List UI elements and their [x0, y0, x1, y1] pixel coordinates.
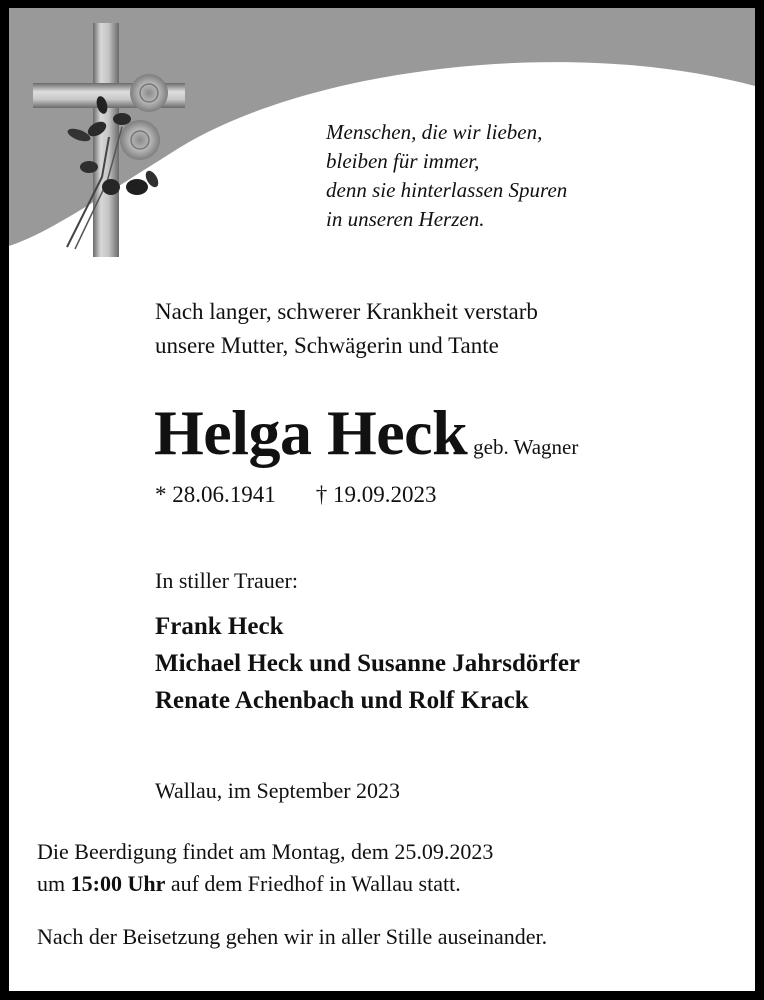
memorial-poem: [326, 118, 567, 234]
poem-line: Menschen, die wir lieben,: [326, 120, 543, 144]
deceased-heading: [154, 396, 578, 470]
funeral-prefix: um: [37, 871, 71, 896]
mourner: Frank Heck: [155, 613, 284, 640]
maiden-name: geb. Wagner: [473, 435, 579, 459]
death-date: † 19.09.2023: [315, 482, 437, 507]
mourner: Michael Heck und Susanne Jahrsdörfer: [155, 650, 581, 677]
funeral-line-1: Die Beerdigung findet am Montag, dem 25.09.2023: [37, 839, 494, 864]
poem-line: in unseren Herzen.: [326, 207, 485, 231]
funeral-time: 15:00 Uhr: [70, 871, 166, 896]
obituary-card: [9, 8, 755, 991]
poem-line: denn sie hinterlassen Spuren: [326, 178, 568, 202]
birth-date: * 28.06.1941: [155, 482, 276, 507]
poem-line: bleiben für immer,: [326, 149, 480, 173]
funeral-notice: [37, 836, 493, 900]
mourning-label: In stiller Trauer:: [155, 568, 298, 593]
closing-note: Nach der Beisetzung gehen wir in aller Stille auseinander.: [37, 924, 548, 949]
place-and-date: Wallau, im September 2023: [155, 778, 401, 803]
life-dates: [155, 482, 437, 508]
intro-text: [155, 295, 538, 363]
intro-line: unsere Mutter, Schwägerin und Tante: [155, 333, 499, 358]
intro-line: Nach langer, schwerer Krankheit verstarb: [155, 299, 538, 324]
funeral-line-2: [37, 868, 493, 900]
mourner: Renate Achenbach und Rolf Krack: [155, 687, 529, 714]
mourners-list: [155, 608, 580, 719]
deceased-name: Helga Heck: [154, 397, 468, 468]
cross-with-roses-icon: [27, 17, 187, 262]
funeral-location: auf dem Friedhof in Wallau statt.: [165, 871, 461, 896]
